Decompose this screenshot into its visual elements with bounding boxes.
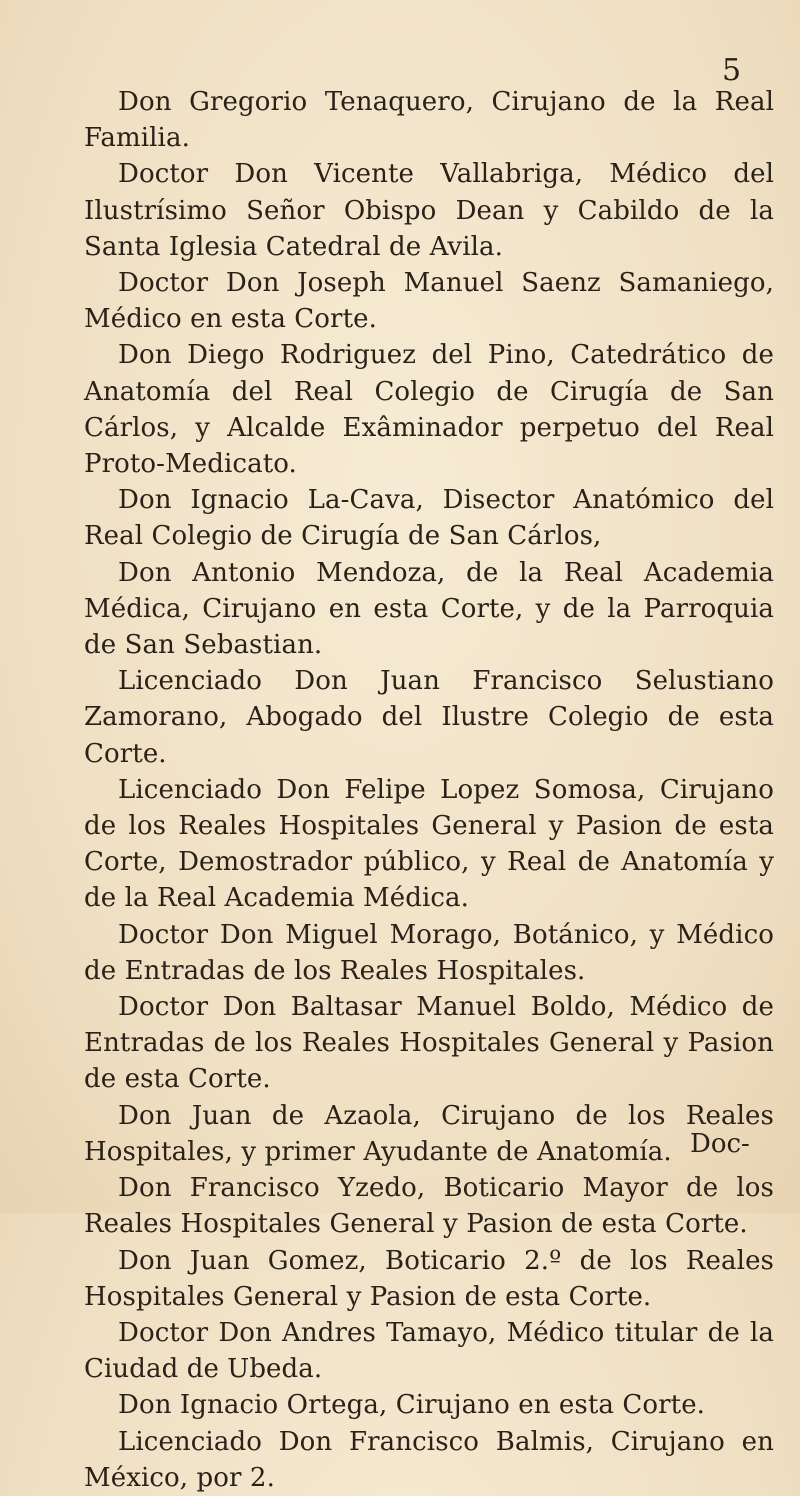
- list-entry: Don Francisco Yzedo, Boticario Mayor de los Reales Hospitales General y Pasion de esta Corte.: [84, 1173, 774, 1240]
- catchword: Doc-: [690, 1129, 750, 1159]
- list-entry: Don Antonio Mendoza, de la Real Academia Médica, Cirujano en esta Corte, y de la Parroquia de San Sebastian.: [84, 557, 774, 661]
- list-entry: Don Ignacio Ortega, Cirujano en esta Corte.: [118, 1390, 706, 1421]
- list-entry: Don Gregorio Tenaquero, Cirujano de la Real Familia.: [84, 87, 774, 154]
- list-entry: Doctor Don Miguel Morago, Botánico, y Médico de Entradas de los Reales Hospitales.: [84, 919, 774, 986]
- list-entry: Licenciado Don Felipe Lopez Somosa, Cirujano de los Reales Hospitales General y Pasion de esta Corte, Demostrador público, y Real de Anatomía y de la Real Academia Médica.: [84, 774, 774, 914]
- list-entry: Doctor Don Joseph Manuel Saenz Samaniego, Médico en esta Corte.: [84, 268, 774, 335]
- list-entry: Doctor Don Andres Tamayo, Médico titular de la Ciudad de Ubeda.: [84, 1317, 774, 1385]
- list-entry: Don Juan de Azaola, Cirujano de los Reales Hospitales, y primer Ayudante de Anatomía.: [84, 1100, 774, 1167]
- list-entry: Licenciado Don Juan Francisco Selustiano Zamorano, Abogado del Ilustre Colegio de esta Corte.: [84, 666, 774, 769]
- subscriber-list: [84, 84, 774, 1496]
- list-entry: Don Ignacio La-Cava, Disector Anatómico del Real Colegio de Cirugía de San Cárlos,: [84, 485, 774, 552]
- list-entry: Doctor Don Vicente Vallabriga, Médico del Ilustrísimo Señor Obispo Dean y Cabildo de la Santa Iglesia Catedral de Avila.: [84, 159, 774, 262]
- list-entry: Don Juan Gomez, Boticario 2.º de los Reales Hospitales General y Pasion de esta Corte.: [84, 1245, 774, 1312]
- list-entry: Licenciado Don Francisco Balmis, Cirujano en México, por 2.: [84, 1426, 774, 1493]
- list-entry: Don Diego Rodriguez del Pino, Catedrático de Anatomía del Real Colegio de Cirugía de San Cárlos, y Alcalde Exâminador perpetuo del Real Proto-Medicato.: [84, 340, 774, 480]
- list-entry: Doctor Don Baltasar Manuel Boldo, Médico de Entradas de los Reales Hospitales General y Pasion de esta Corte.: [84, 992, 774, 1095]
- page-number: 5: [722, 53, 742, 88]
